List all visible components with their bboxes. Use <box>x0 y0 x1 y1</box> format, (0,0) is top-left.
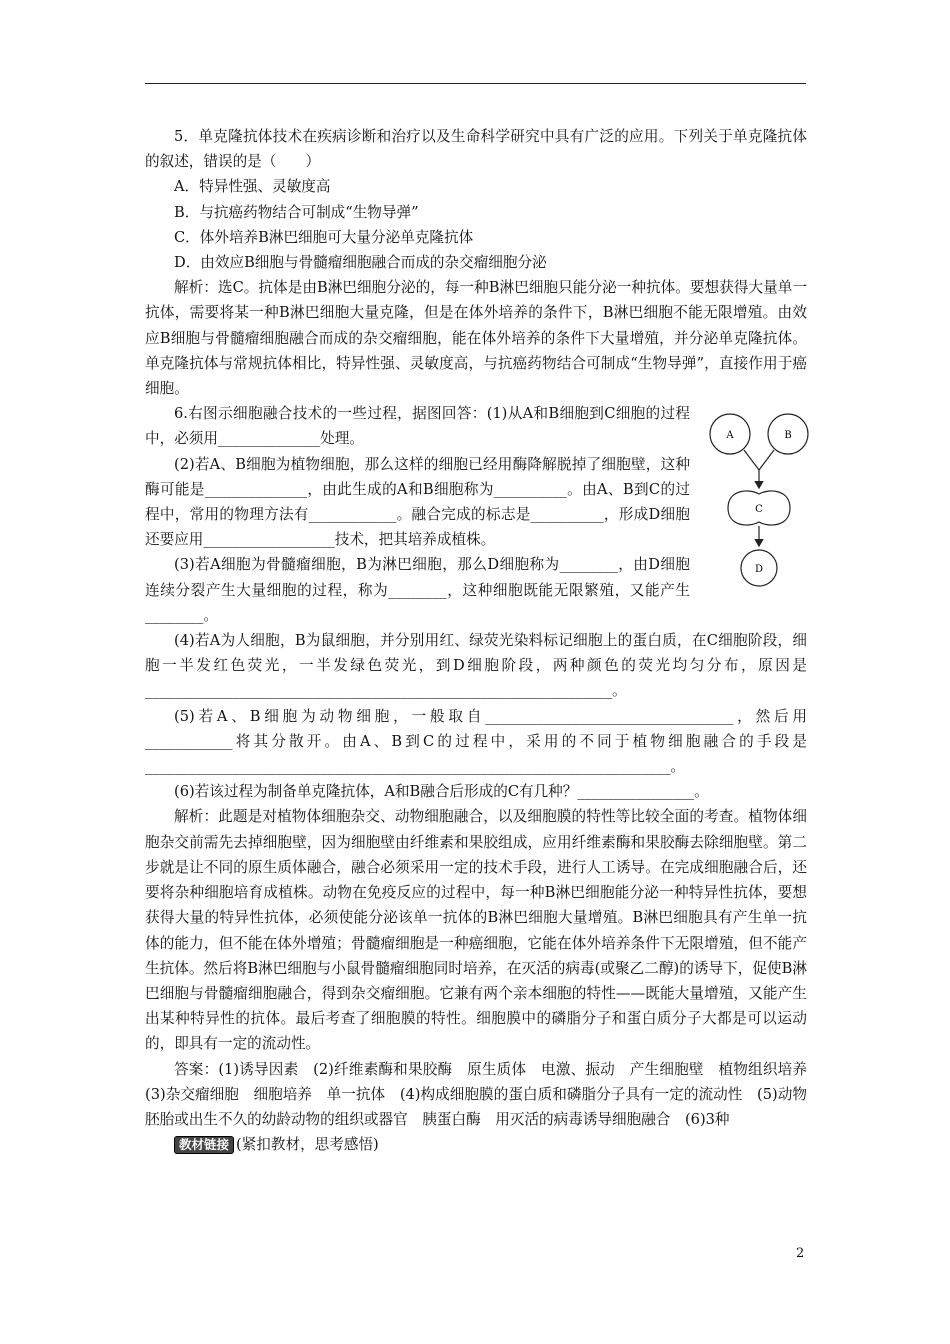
document-body <box>145 124 822 1157</box>
cell-c-label: C <box>755 504 763 515</box>
cell-fusion-diagram <box>706 410 812 590</box>
q5-analysis: 解析：选C。抗体是由B淋巴细胞分泌的，每一种B淋巴细胞只能分泌一种抗体。要想获得大量单一抗体，需要将某一种B淋巴细胞大量克隆，但是在体外培养的条件下，B淋巴细胞不能无限增殖。由效应B细胞与骨髓瘤细胞融合而成的杂交瘤细胞，能在体外培养的条件下大量增殖，并分泌单克隆抗体。单克隆抗体与常规抗体相比，特异性强、灵敏度高，与抗癌药物结合可制成“生物导弹”，直接作用于癌细胞。 <box>145 279 807 398</box>
q6-part-4: (4)若A为人细胞，B为鼠细胞，并分别用红、绿荧光染料标记细胞上的蛋白质，在C细胞阶段，细胞一半发红色荧光，一半发绿色荧光，到D细胞阶段，两种颜色的荧光均匀分布，原因是________________________________________________________________。 <box>145 632 807 700</box>
textbook-link-text: (紧扣教材，思考感悟) <box>236 1136 379 1154</box>
textbook-link-tag: 教材链接 <box>174 1136 234 1154</box>
q6-part-5: (5)若A、B细胞为动物细胞，一般取自__________________________________，然后用____________将其分散开。由A、B到C的过程中，采用的不同于植物细胞融合的手段是________________________________________________________________________。 <box>145 707 807 776</box>
arrow-a-to-merge <box>744 450 759 470</box>
header-rule <box>145 83 806 84</box>
cell-b-label: B <box>784 430 792 441</box>
q5-option-a: A．特异性强、灵敏度高 <box>174 178 331 196</box>
q5-stem: 5．单克隆抗体技术在疾病诊断和治疗以及生命科学研究中具有广泛的应用。下列关于单克隆抗体的叙述，错误的是（ ） <box>145 128 807 171</box>
q6-part-6: (6)若该过程为制备单克隆抗体，A和B融合后形成的C有几种？________________。 <box>174 783 709 801</box>
q5-option-d: D．由效应B细胞与骨髓瘤细胞融合而成的杂交瘤细胞分泌 <box>174 254 547 272</box>
q6-analysis: 解析：此题是对植物体细胞杂交、动物细胞融合，以及细胞膜的特性等比较全面的考查。植物体细胞杂交前需先去掉细胞壁，因为细胞壁由纤维素和果胶组成，应用纤维素酶和果胶酶去除细胞壁。第二步就是让不同的原生质体融合，融合必须采用一定的技术手段，进行人工诱导。在完成细胞融合后，还要将杂种细胞培育成植株。动物在免疫反应的过程中，每一种B淋巴细胞能分泌一种特异性抗体，要想获得大量的特异性抗体，必须使能分泌该单一抗体的B淋巴细胞大量增殖。B淋巴细胞具有产生单一抗体的能力，但不能在体外增殖；骨髓瘤细胞是一种癌细胞，它能在体外培养条件下无限增殖，但不能产生抗体。然后将B淋巴细胞与小鼠骨髓瘤细胞同时培养，在灭活的病毒(或聚乙二醇)的诱导下，促使B淋巴细胞与骨髓瘤细胞融合，得到杂交瘤细胞。它兼有两个亲本细胞的特性——既能大量增殖，又能产生出某种特异性的抗体。最后考查了细胞膜的特性。细胞膜中的磷脂分子和蛋白质分子大都是可以运动的，即具有一定的流动性。 <box>145 808 807 1053</box>
q5-option-b: B．与抗癌药物结合可制成“生物导弹” <box>174 203 419 221</box>
cell-a-label: A <box>726 430 734 441</box>
arrow-b-to-merge <box>759 450 774 470</box>
q6-wrap-zone <box>145 401 690 552</box>
q6-answer: 答案：(1)诱导因素 (2)纤维素酶和果胶酶 原生质体 电激、振动 产生细胞壁 植物组织培养 (3)杂交瘤细胞 细胞培养 单一抗体 (4)构成细胞膜的蛋白质和磷脂分子具有一定的流动性 (5)动物胚胎或出生不久的幼龄动物的组织或器官 胰蛋白酶 用灭活的病毒诱导细胞融合 (6)3种 <box>145 1060 822 1128</box>
textbook-link <box>145 1132 807 1157</box>
page-number: 2 <box>796 1246 805 1261</box>
q6-part-3: (3)若A细胞为骨髓瘤细胞，B为淋巴细胞，那么D细胞称为________，由D细胞连续分裂产生大量细胞的过程，称为________，这种细胞既能无限繁殖，又能产生________。 <box>145 556 690 624</box>
cell-d-label: D <box>754 564 764 575</box>
q5-option-c: C．体外培养B淋巴细胞可大量分泌单克隆抗体 <box>174 228 474 246</box>
q6-part-1: 6.右图示细胞融合技术的一些过程，据图回答：(1)从A和B细胞到C细胞的过程中，必须用______________处理。 <box>145 405 690 448</box>
q6-part-2: (2)若A、B细胞为植物细胞，那么这样的细胞已经用酶降解脱掉了细胞壁，这种酶可能是______________，由此生成的A和B细胞称为__________。由A、B到C的过程中，常用的物理方法有____________。融合完成的标志是__________，形成D细胞还要应用__________________技术，把其培养成植株。 <box>145 455 690 549</box>
